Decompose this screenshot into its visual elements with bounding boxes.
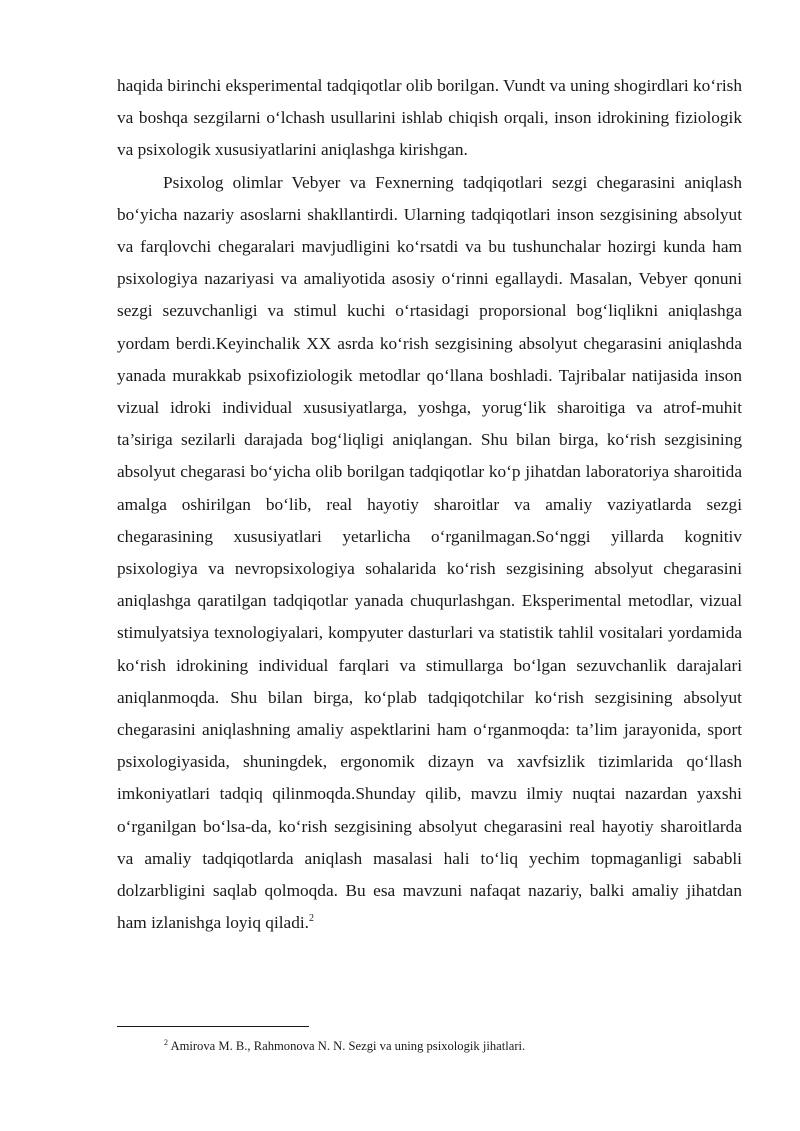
footnote-reference: 2: [308, 913, 314, 925]
footnote-number: 2: [164, 1037, 168, 1047]
paragraph-main: [117, 167, 742, 940]
footnote-separator: [117, 1026, 309, 1027]
paragraph-continuation: [117, 70, 742, 167]
footnote-text: Amirova M. B., Rahmonova N. N. Sezgi va uning psixologik jihatlari.: [170, 1039, 526, 1053]
footnote: [164, 1038, 525, 1054]
paragraph-1-text: haqida birinchi eksperimental tadqiqotlar olib borilgan. Vundt va uning shogirdlari ko‘rish va boshqa sezgilarni o‘lchash usullarini ishlab chiqish orqali, inson idrokining fiziologik va psixologik xususiyatlarini aniqlashga kirishgan.: [117, 76, 742, 160]
document-body: [117, 70, 742, 939]
paragraph-2-text: Psixolog olimlar Vebyer va Fexnerning tadqiqotlari sezgi chegarasini aniqlash bo‘yicha nazariy asoslarni shakllantirdi. Ularning tadqiqotlari inson sezgisining absolyut va farqlovchi chegaralari mavjudligini ko‘rsatdi va bu tushunchalar hozirgi kunda ham psixologiya nazariyasi va amaliyotida asosiy o‘rinni egallaydi. Masalan, Vebyer qonuni sezgi sezuvchanligi va stimul kuchi o‘rtasidagi proporsional bog‘liqlikni aniqlashga yordam berdi.Keyinchalik XX asrda ko‘rish sezgisining absolyut chegarasini aniqlashda yanada murakkab psixofiziologik metodlar qo‘llana boshladi. Tajribalar natijasida inson vizual idroki individual xususiyatlarga, yoshga, yorug‘lik sharoitiga va atrof-muhit ta’siriga sezilarli darajada bog‘liqligi aniqlangan. Shu bilan birga, ko‘rish sezgisining absolyut chegarasi bo‘yicha olib borilgan tadqiqotlar ko‘p jihatdan laboratoriya sharoitida amalga oshirilgan bo‘lib, real hayotiy sharoitlar va amaliy vaziyatlarda sezgi chegarasining xususiyatlari yetarlicha o‘rganilmagan.So‘nggi yillarda kognitiv psixologiya va nevropsixologiya sohalarida ko‘rish sezgisining absolyut chegarasini aniqlashga qaratilgan tadqiqotlar yanada chuqurlashgan. Eksperimental metodlar, vizual stimulyatsiya texnologiyalari, kompyuter dasturlari va statistik tahlil vositalari yordamida ko‘rish idrokining individual farqlari va stimullarga bo‘lgan sezuvchanlik darajalari aniqlanmoqda. Shu bilan birga, ko‘plab tadqiqotchilar ko‘rish sezgisining absolyut chegarasini aniqlashning amaliy aspektlarini ham o‘rganmoqda: ta’lim jarayonida, sport psixologiyasida, shuningdek, ergonomik dizayn va xavfsizlik tizimlarida qo‘llash imkoniyatlari tadqiq qilinmoqda.Shunday qilib, mavzu ilmiy nuqtai nazardan yaxshi o‘rganilgan bo‘lsa-da, ko‘rish sezgisining absolyut chegarasini real hayotiy sharoitlarda va amaliy tadqiqotlarda aniqlash masalasi hali to‘liq yechim topmaganligi sababli dolzarbligini saqlab qolmoqda. Bu esa mavzuni nafaqat nazariy, balki amaliy jihatdan ham izlanishga loyiq qiladi.: [117, 172, 742, 933]
